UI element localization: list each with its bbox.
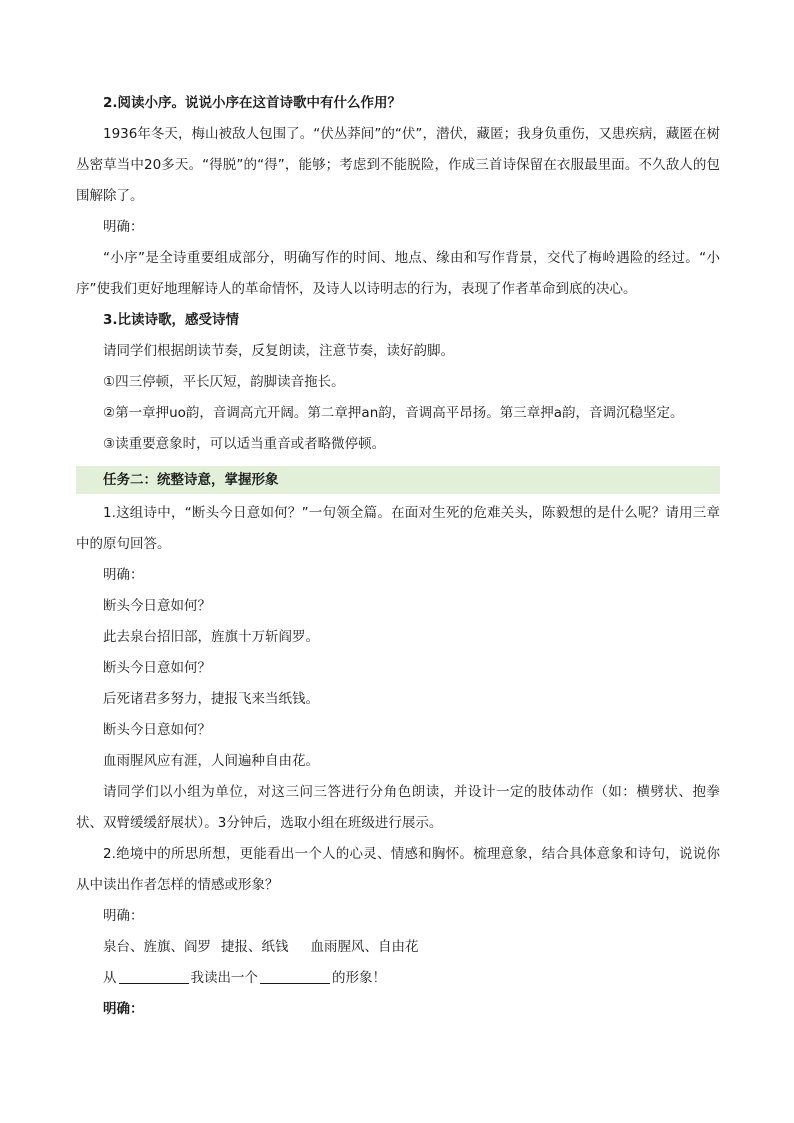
imagery-group-1: 泉台、旌旗、阎罗 — [103, 939, 211, 955]
fill-part-3: 的形象！ — [332, 970, 386, 986]
q3-title: 3.比读诗歌，感受诗情 — [103, 312, 240, 328]
q3-point-2: ②第一章押uo韵，音调高亢开阔。第二章押an韵，音调高平昂扬。第三章押a韵，音调沉稳坚定。 — [103, 405, 684, 421]
fill-part-2: 我读出一个 — [190, 970, 258, 986]
document-page — [76, 88, 720, 1025]
poem-question-line: 断头今日意如何？ — [103, 598, 211, 614]
task2-q1-activity: 请同学们以小组为单位，对这三问三答进行分角色朗读，并设计一定的肢体动作（如：横劈状、抱拳状、双臂缓缓舒展状）。3分钟后，选取小组在班级进行展示。 — [76, 784, 720, 831]
q2-answer: “小序”是全诗重要组成部分，明确写作的时间、地点、缘由和写作背景，交代了梅岭遇险的经过。“小序”使我们更好地理解诗人的革命情怀，及诗人以诗明志的行为，表现了作者革命到底的决心。 — [76, 250, 720, 297]
imagery-group-3: 血雨腥风、自由花 — [310, 939, 419, 955]
task2-q2: 2.绝境中的所思所想，更能看出一个人的心灵、情感和胸怀。梳理意象，结合具体意象和诗句，说说你从中读出作者怎样的情感或形象？ — [76, 846, 720, 893]
mingque-label: 明确： — [103, 908, 144, 924]
poem-answer-line-1: 此去泉台招旧部，旌旗十万斩阎罗。 — [103, 629, 319, 645]
mingque-label: 明确： — [103, 1001, 144, 1017]
imagery-list — [76, 932, 720, 963]
mingque-label: 明确： — [103, 219, 144, 235]
fill-blank-1[interactable] — [119, 969, 189, 984]
q2-paragraph: 1936年冬天，梅山被敌人包围了。“伏丛莽间”的“伏”，潜伏，藏匿；我身负重伤，又患疾病，藏匿在树丛密草当中20多天。“得脱”的“得”，能够；考虑到不能脱险，作成三首诗保留在衣服最里面。不久敌人的包围解除了。 — [76, 126, 720, 204]
poem-question-line: 断头今日意如何？ — [103, 722, 211, 738]
poem-answer-line-3: 血雨腥风应有涯，人间遍种自由花。 — [103, 753, 319, 769]
poem-answer-line-2: 后死诸君多努力，捷报飞来当纸钱。 — [103, 691, 319, 707]
mingque-label: 明确： — [103, 567, 144, 583]
fill-in-sentence — [76, 963, 720, 994]
fill-blank-2[interactable] — [260, 969, 330, 984]
task2-q1: 1.这组诗中，“断头今日意如何？”一句领全篇。在面对生死的危难关头，陈毅想的是什么呢？请用三章中的原句回答。 — [76, 505, 720, 552]
q3-point-3: ③读重要意象时，可以适当重音或者略微停顿。 — [103, 436, 386, 452]
q2-title: 2.阅读小序。说说小序在这首诗歌中有什么作用？ — [103, 95, 402, 111]
q3-intro: 请同学们根据朗读节奏，反复朗读，注意节奏，读好韵脚。 — [103, 343, 454, 359]
q3-point-1: ①四三停顿，平长仄短，韵脚读音拖长。 — [103, 374, 345, 390]
imagery-group-2: 捷报、纸钱 — [221, 939, 289, 955]
poem-question-line: 断头今日意如何？ — [103, 660, 211, 676]
task-2-heading: 任务二：统整诗意，掌握形象 — [76, 466, 720, 494]
fill-part-1: 从 — [103, 970, 117, 986]
